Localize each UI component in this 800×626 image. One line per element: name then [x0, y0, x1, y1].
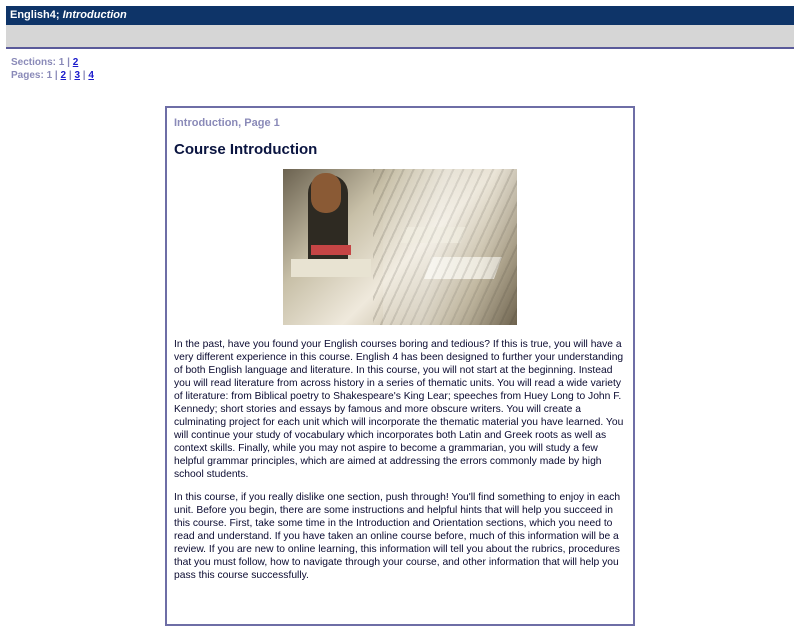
- page-title: Course Introduction: [174, 141, 318, 158]
- page-breadcrumb: Introduction, Page 1: [174, 117, 280, 129]
- pages-label: Pages:: [11, 70, 44, 81]
- title-bar: [6, 6, 794, 25]
- photo-student-hair: [311, 173, 341, 213]
- section-name: Introduction: [62, 9, 127, 21]
- section-link-2[interactable]: 2: [72, 57, 79, 68]
- pages-current: 1: [46, 70, 53, 81]
- sections-label: Sections:: [11, 57, 57, 68]
- photo-book: [311, 245, 351, 255]
- separator: |: [67, 57, 70, 68]
- page-link-3[interactable]: 3: [74, 70, 81, 81]
- separator: |: [54, 70, 58, 81]
- toolbar-strip: [6, 25, 794, 49]
- separator: |: [68, 70, 72, 81]
- intro-paragraph-1: In the past, have you found your English courses boring and tedious? If this is true, you will have a very different experience in this course. English 4 has been designed to further your understanding of both English language and literature. In this course, you will not start at the beginning. Instead you will read literature from across history in a series of thematic units. You will read a wide variety of literature: from Biblical poetry to Shakespeare's King Lear; speeches from Huey Long to John F. Kennedy; short stories and essays by famous and more obscure writers. You will create a culminating project for each unit which will incorporate the thematic material you have learned. You will continue your study of vocabulary which incorporates both Latin and Greek roots as well as context skills. Finally, while you may not aspire to become a grammarian, you will study a few helpful grammar principles, which are aimed at addressing the errors commonly made by high school students.: [174, 339, 624, 480]
- photo-desk: [291, 259, 371, 277]
- sections-current: 1: [58, 57, 65, 68]
- page-link-4[interactable]: 4: [88, 70, 94, 81]
- page-link-2[interactable]: 2: [60, 70, 67, 81]
- course-photo: [283, 169, 517, 325]
- separator: |: [82, 70, 86, 81]
- intro-paragraph-2: In this course, if you really dislike one section, push through! You'll find something to enjoy in each unit. Before you begin, there are some instructions and helpful hints that will help you succeed in this course. First, take some time in the Introduction and Orientation sections, which you need to read and understand. If you have taken an online course before, much of this information will be a review. If you are new to online learning, this information will tell you about the rubrics, procedures that you must follow, how to navigate through your course, and other information that will help you pass this course successfully.: [174, 492, 621, 582]
- pages-nav: [11, 69, 94, 82]
- sections-nav: [11, 56, 94, 69]
- navigation: [11, 56, 94, 82]
- content-panel: [165, 106, 635, 626]
- course-name: English4;: [10, 9, 60, 21]
- photo-light-blur: [383, 169, 517, 325]
